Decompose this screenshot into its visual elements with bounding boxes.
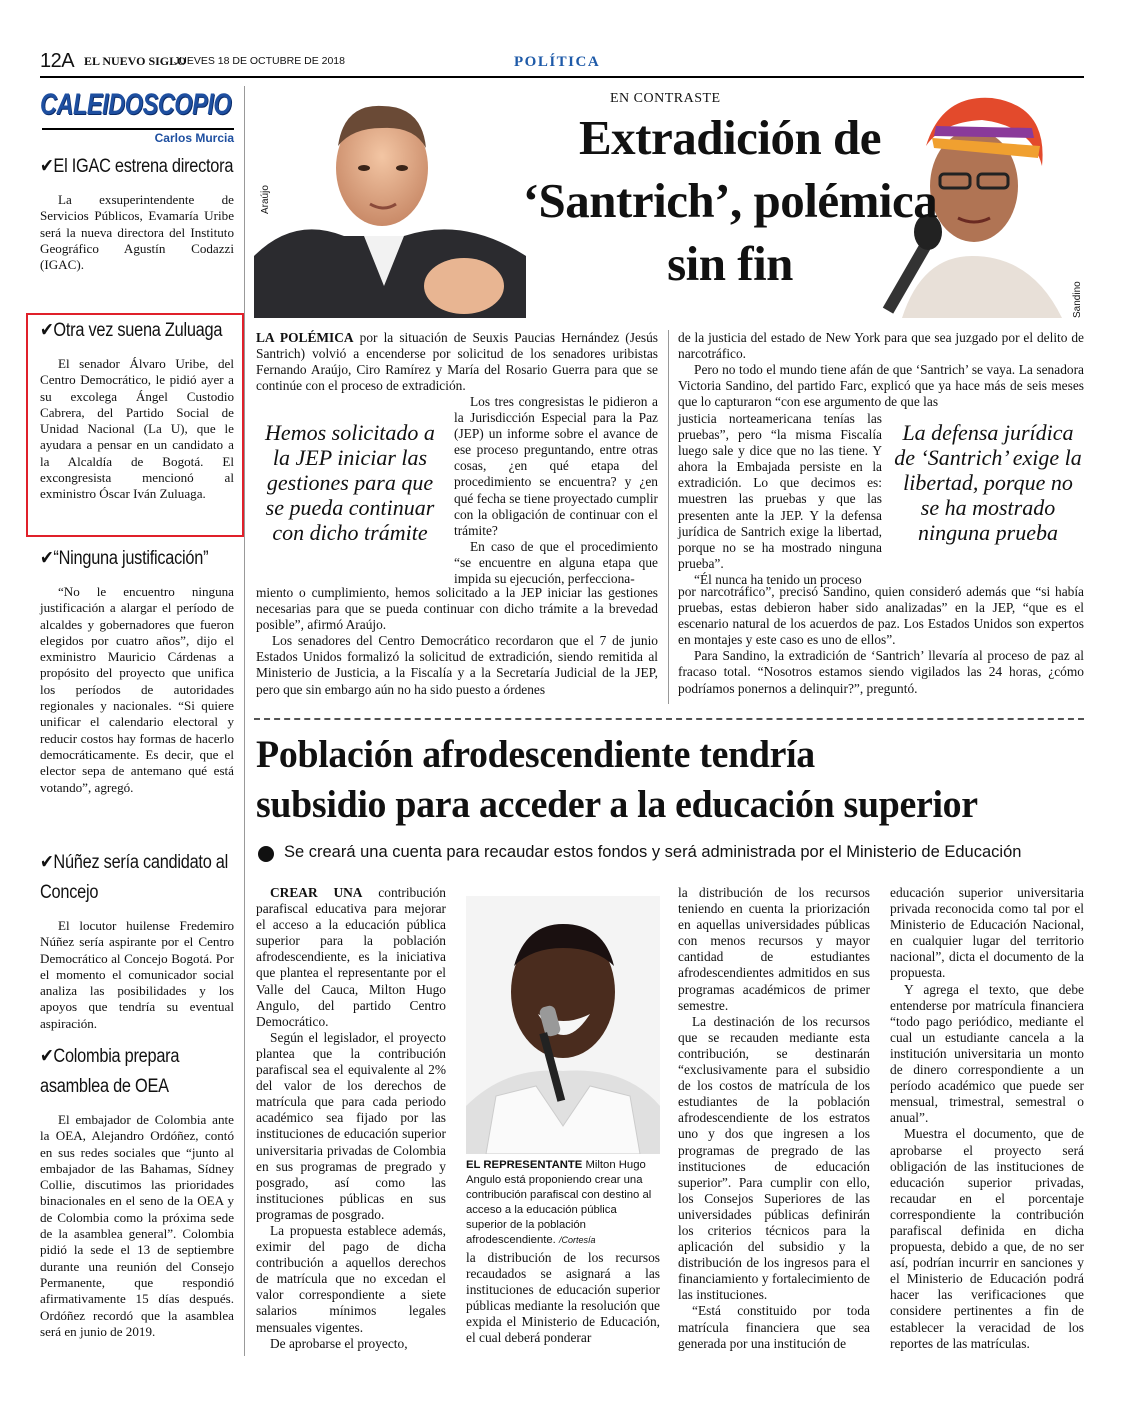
story1-text: por la situación de Seuxis Paucias Hernández (Jesús Santrich) volvió a encenderse por solicitud de los senadores uribistas Fernando Araújo, Ciro Ramírez y María del Rosario Guerra para que se continúe con el proceso de extradición. [256,330,659,394]
story2-paragraph: La propuesta establece además, eximir del pago de dicha contribución a aquellos derechos de matrícula que no excedan el valor correspondiente a siete salarios mínimos legales mensuales vigentes. [256,1222,446,1335]
section-name: POLÍTICA [514,54,601,70]
story1-paragraph: “Él nunca ha tenido un proceso [694,571,862,587]
sidebar-item-body: La exsuperintendente de Servicios Públicos, Evamaría Uribe será la nueva directora del Instituto Geográfico Agustín Codazzi (IGAC). [40,192,234,273]
story2-headline [256,730,1059,830]
sidebar-item [40,1042,234,1340]
story2-paragraph: Y agrega el texto, que debe entenderse por matrícula financiera “todo pago periódico, mediante el cual un estudiante cancela a la institución universitaria un monto de dinero correspondiente a un período académico que puede ser mensual, trimestral, semestral o anual”. [890,981,1084,1126]
story1-paragraph: Para Sandino, la extradición de ‘Santrich’ llevaría al proceso de paz al fracaso total. “Nosotros estamos siendo vigilados las 24 horas, ¿cómo podríamos ponernos a delinquir?”, preguntó. [678,648,1084,696]
story1-col1-narrow [454,394,658,587]
sidebar-item-heading: ✔Otra vez suena Zuluaga [40,320,223,341]
story1-col1-wide [256,585,658,698]
story2-col4 [890,885,1084,1352]
story2-paragraph [256,885,446,1030]
sidebar-item-body: El locutor huilense Fredemiro Núñez sería aspirante por el Centro Democrático al Concejo Bogotá. Por el momento el comunicador social analiza las posibilidades y los apoyos que tendría su eventual aspiración. [40,918,234,1031]
sidebar-item-heading: ✔Colombia prepara asamblea de OEA [40,1046,180,1097]
story1-lead: LA POLÉMICA [256,330,354,345]
story2-paragraph: la distribución de los recursos teniendo en cuenta la priorización en aquellas universidades públicas con menos recursos y mayor cantidad de estudiantes afrodescendientes admitidos en sus programas académicos de primer semestre. [678,885,870,1013]
story2-text: contribución parafiscal educativa para mejorar el acceso a la educación pública superior para la población afrodescendiente, es la iniciativa que plantea el representante por el Valle del Cauca, Milton Hugo Angulo, del partido Centro Democrático. [256,885,446,1029]
sidebar-item [40,316,234,503]
bullet-icon [258,846,274,862]
sidebar-item [40,544,234,796]
sidebar-item-body: El senador Álvaro Uribe, del Centro Democrático, le pidió ayer a su excolega Ángel Custodio Cabrera, del Partido Social de Unidad Nacional (La U), que le ayudara a pensar en un candidato a la Alcaldía de Bogotá. El excongresista mencionó al exministro Óscar Iván Zuluaga. [40,356,234,502]
story2-col3 [678,885,870,1352]
caption-text: Milton Hugo Angulo está proponiendo crear una contribución parafiscal con destino al acceso a la educación pública superior de la población afrodescendiente. [466,1159,652,1246]
sidebar-divider [244,86,245,1356]
headline-line: ‘Santrich’, polémica [522,173,938,228]
story2-paragraph: De aprobarse el proyecto, [270,1335,408,1351]
page-number: 12A [40,50,75,72]
sidebar-author: Carlos Murcia [154,131,234,145]
story2-paragraph: Muestra el documento, que de aprobarse el proyecto será obligación de las instituciones de educación superior privadas, recaudar en el porcentaje correspondiente la contribución parafiscal definida en dicha propuesta, debido a que, de no ser así, podrían incurrir en sanciones y el Ministerio de Educación podrá hacer las verificaciones que considere pertinentes a fin de establecer la veracidad de los reportes de las matrículas. [890,1126,1084,1351]
story1-kicker: EN CONTRASTE [610,91,721,106]
header-rule [40,76,1084,78]
story1-col2-narrow [678,411,882,588]
story1-col2-wide [678,584,1084,697]
story1-paragraph: En caso de que el procedimiento “se encuentre en alguna etapa que impida su ejecución, perfecciona- [454,538,658,587]
photo-caption [466,1158,660,1248]
story1-column-divider [668,330,669,704]
angulo-portrait-icon [466,896,660,1154]
sidebar-item [40,152,234,273]
story1-col1-top [256,330,658,394]
headline-line: sin fin [667,236,793,291]
caption-lead: EL REPRESENTANTE [466,1159,583,1171]
story1-paragraph [256,330,658,394]
sidebar-item-heading: ✔Núñez sería candidato al Concejo [40,852,229,903]
story2-paragraph: Según el legislador, el proyecto plantea que la contribución parafiscal sea el equivalente al 2% del valor de los derechos de matrícula que para cada periodo académico sea fijado por las instituciones de educación superior universitaria privadas de Colombia en sus programas de pregrado y posgrado, así como las instituciones públicas en sus programas de posgrado. [256,1029,446,1222]
story1-col2-top [678,330,1084,410]
story2-paragraph: La destinación de los recursos que se recauden mediante esta contribución, se destinarán “exclusivamente para el subsidio de los costos de matrícula de los estudiantes de la población afrodescendiente de los estratos uno y dos que ingresen a los programas de pregrado de las instituciones de educación superior”. Para cumplir con ello, los Consejos Superiores de las universidades públicas definirán los criterios técnicos para la aplicación del subsidio y la distribución de los ingresos para el financiamiento y fortalecimiento de las instituciones. [678,1013,870,1303]
story2-col2-under [466,1250,660,1347]
deck-text: Se creará una cuenta para recaudar estos fondos y será administrada por el Ministerio de Educación [284,843,1022,861]
headline-line: Extradición de [579,110,881,165]
sidebar-title-rule [42,128,234,130]
story2-paragraph: “Está constituido por toda matrícula financiera que sea generada por una institución de [678,1303,870,1351]
story2-paragraph: la distribución de los recursos recaudados se asignará a las instituciones de educación superior públicas mediante la resolución que expida el Ministerio de Educación, el cual deberá ponderar [466,1250,660,1346]
headline-line: subsidio para acceder a la educación superior [256,783,978,826]
story2-paragraph: educación superior universitaria privada reconocida como tal por el Ministerio de Educación Nacional, en cualquier lugar del territorio nacional”, dicta el documento de la propuesta. [890,885,1084,981]
sidebar-item-heading: ✔El IGAC estrena directora [40,156,234,177]
story2-lead: CREAR UNA [270,885,363,900]
story-separator [254,718,1084,720]
photo-credit-araujo: Araújo [260,185,271,214]
sidebar-item-body: El embajador de Colombia ante la OEA, Alejandro Ordóñez, contó en sus redes sociales que “junto al embajador de las Bahamas, Sídney Collie, discutimos las prioridades binacionales en el seno de la OEA y de Colombia como la próxima sede de la asamblea general”. Colombia pidió la sede el 13 de septiembre durante una reunión del Consejo Permanente, que respondió afirmativamente 15 días después. Ordóñez recordó que la asamblea será en junio de 2019. [40,1112,234,1339]
page-header [40,48,1084,78]
paper-name: EL NUEVO SIGLO [84,54,187,68]
sidebar-item-body: “No le encuentro ninguna justificación a alargar el período de alcaldes y gobernadores que fueron elegidos por cuatro años”, dijo el exministro Mauricio Cárdenas a propósito del proyecto que unifica los períodos de autoridades regionales y nacionales. “Si quiere unificar el calendario electoral y reducir costos hay formas de hacerlo democráticamente. Es decir, que el elector sepa de antemano qué está votando”, agregó. [40,584,234,795]
story1-paragraph: por narcotráfico”, precisó Sandino, quien consideró además que “si había pruebas, estas debieron haber sido analizadas” en la JEP, “que es el escenario natural de los acuerdos de paz. Los Estados Unidos son expertos en montajes y este caso es uno de ellos”. [678,584,1084,648]
headline-line: Población afrodescendiente tendría [256,733,815,776]
story1-paragraph: Los tres congresistas le pidieron a la Jurisdicción Especial para la Paz (JEP) un informe sobre el avance de ese proceso preguntando, entre otras cosas, ¿en qué etapa del procedimiento se encuentra? y ¿en qué fecha se tiene proyectado cumplir con la obligación de continuar con el trámite? [454,394,658,538]
story2-col1 [256,885,446,1352]
photo-credit-sandino: Sandino [1072,281,1083,318]
caption-credit: /Cortesía [558,1235,596,1245]
story1-paragraph: miento o cumplimiento, hemos solicitado a la JEP iniciar las gestiones necesarias para que se pueda continuar con dicho trámite a la brevedad posible”, afirmó Araújo. [256,585,658,633]
story1-paragraph: Pero no todo el mundo tiene afán de que ‘Santrich’ se vaya. La senadora Victoria Sandino, del partido Farc, explicó que ya hace más de seis meses que lo capturaron “con ese argumento de que las [678,362,1084,410]
sidebar-title: CALEIDOSCOPIO [40,88,232,121]
story1-paragraph: Los senadores del Centro Democrático recordaron que el 7 de junio Estados Unidos formalizó la solicitud de extradición, siendo remitida al Ministerio de Justicia, a la Fiscalía y a la Secretaría Judicial de la JEP, pero que sin embargo aún no ha sido puesto a órdenes [256,633,658,697]
sidebar-item-heading: ✔“Ninguna justificación” [40,548,209,569]
page-date: JUEVES 18 DE OCTUBRE DE 2018 [174,55,345,67]
sidebar-item [40,848,234,1032]
photo-angulo [466,896,660,1154]
story1-headline [470,106,990,295]
pull-quote-right: La defensa jurídica de ‘Santrich’ exige la libertad, porque no se ha mostrado ninguna prueba [894,420,1082,545]
pull-quote-left: Hemos solicitado a la JEP iniciar las gestiones para que se pueda continuar con dicho trámite [265,420,435,545]
story1-paragraph: justicia norteamericana tenías las pruebas”, pero “la misma Fiscalía luego sale y dice que no las tiene. Y ahora la Embajada persiste en la extradición. Lo que decimos es: muestren las pruebas y que las presenten ante la JEP. Y la defensa jurídica de Santrich exige la libertad, porque no se ha mostrado ninguna prueba”. [678,411,882,571]
story1-paragraph: de la justicia del estado de New York para que sea juzgado por el delito de narcotráfico. [678,330,1084,362]
